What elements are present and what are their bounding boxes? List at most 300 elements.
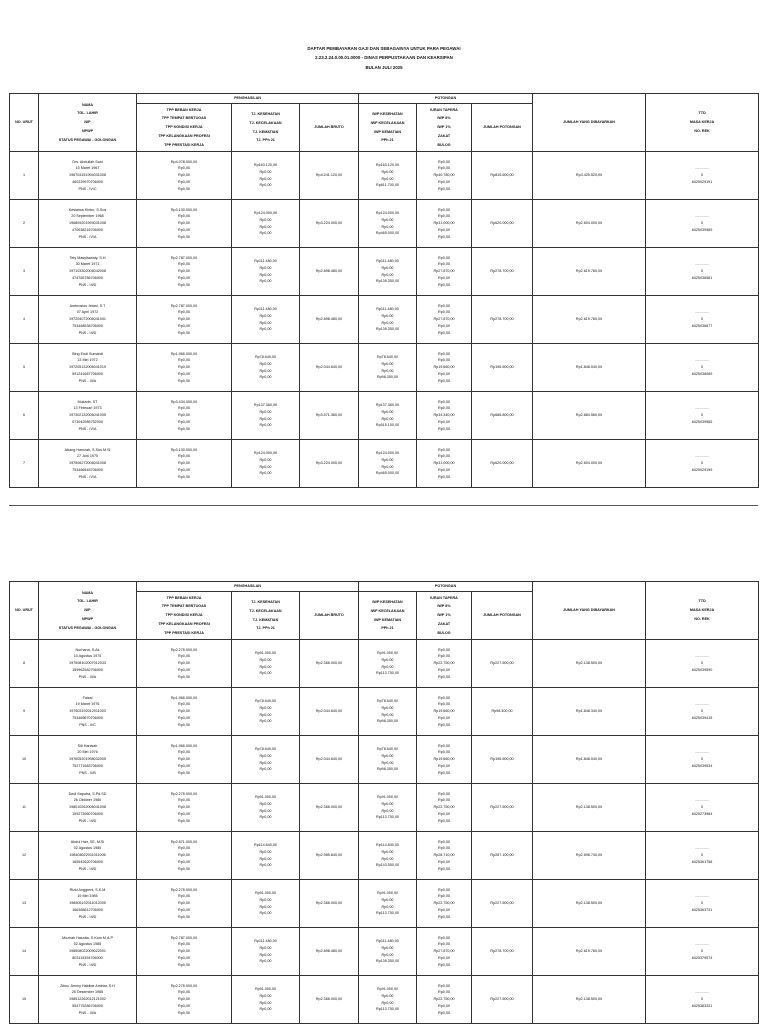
header-jumlah-potongan [472, 592, 533, 640]
cell-iwp [359, 640, 417, 688]
tpp-value: Rp0,00 [178, 949, 190, 954]
cell-ttd [646, 296, 759, 344]
header-group-row [10, 582, 759, 592]
tpp-value: Rp0,00 [178, 1010, 190, 1015]
employee-info: PNS - IV/A [78, 234, 97, 239]
dibayarkan-value: Rp2.138.500,00 [575, 805, 603, 810]
tunjangan-value: Rp0,00 [259, 808, 272, 813]
col-penghasilan: PENGHASILAN [234, 584, 261, 589]
cell-no [10, 344, 39, 392]
cell-tunjangan [232, 248, 300, 296]
tpp-value: Rp0,00 [178, 378, 190, 383]
header-dibayarkan [533, 94, 646, 152]
iuran-value: Rp0,00 [438, 454, 450, 459]
employee-info: 197103302006042008 [69, 269, 106, 274]
tunjangan-value: Rp0,00 [259, 863, 272, 868]
row-number: 8 [22, 661, 26, 666]
tunjangan-value: Rp91.000,00 [254, 987, 277, 992]
tunjangan-value: Rp0,00 [259, 959, 272, 964]
cell-ttd [646, 440, 759, 488]
iwp-value: Rp98.300,00 [376, 375, 399, 380]
cell-iuran [417, 344, 472, 392]
document-subtitle: 2.23.2.24.0.00.01.0000 - DINAS PERPUSTAKAAN DAN KEARSIPAN [315, 55, 453, 60]
cell-tunjangan [232, 440, 300, 488]
cell-tunjangan [232, 640, 300, 688]
iwp-value: Rp0,00 [381, 904, 394, 909]
cell-iuran [417, 296, 472, 344]
tpp-value: Rp0,00 [178, 805, 190, 810]
iwp-value: Rp0,00 [381, 664, 394, 669]
col-identity-label: NPWP [81, 128, 94, 133]
tunjangan-value: Rp0,00 [259, 1007, 272, 1012]
iwp-value: Rp0,00 [381, 176, 394, 181]
header-identity [39, 94, 137, 152]
iuran-value: Rp0,00 [438, 983, 450, 988]
iwp-value: Rp124.000,00 [375, 451, 400, 456]
employee-info: 13 Februari 1973 [73, 406, 102, 411]
col-tpp-label: TPP BEBAN KERJA [166, 595, 202, 600]
iuran-value: Rp27.870,00 [433, 317, 455, 322]
tpp-value: Rp2.871.000,00 [170, 839, 198, 844]
cell-tpp [137, 640, 232, 688]
ttd-value: .............. [694, 894, 710, 899]
employee-info: PNS - III/A [78, 674, 97, 679]
tpp-value: Rp0,00 [178, 798, 190, 803]
ttd-value: 0 [701, 221, 704, 226]
iuran-value: Rp40.780,00 [433, 173, 455, 178]
cell-bruto [300, 392, 359, 440]
cell-iwp [359, 832, 417, 880]
cell-identity [39, 640, 137, 688]
cell-no [10, 832, 39, 880]
tunjangan-value: Rp0,00 [259, 993, 272, 998]
iwp-value: Rp0,00 [381, 409, 394, 414]
employee-info: 166368612706000 [72, 907, 103, 912]
cell-jumlah-potongan [472, 200, 533, 248]
tunjangan-value: Rp0,00 [259, 368, 272, 373]
iwp-value: Rp0,00 [381, 801, 394, 806]
ttd-value: .............. [694, 702, 710, 707]
ttd-value: 6025036677 [691, 323, 713, 328]
header-iwp [359, 104, 417, 152]
ttd-value: 6025038089 [691, 371, 713, 376]
iuran-value: Rp0,00 [438, 894, 450, 899]
col-potongan: POTONGAN [434, 584, 457, 589]
cell-ttd [646, 736, 759, 784]
cell-tunjangan [232, 296, 300, 344]
iwp-value: Rp111.480,00 [376, 307, 399, 312]
col-identity-label: NAMA [81, 102, 94, 107]
cell-bruto [300, 640, 359, 688]
header-tpp [137, 104, 232, 152]
iwp-value: Rp91.000,00 [376, 651, 399, 656]
iwp-value: Rp0,00 [381, 272, 394, 277]
cell-ttd [646, 248, 759, 296]
iwp-value: Rp0,00 [381, 760, 394, 765]
iuran-value: Rp0,00 [438, 866, 450, 871]
employee-info: 02 Agustus 1985 [73, 942, 102, 947]
header-jumlah-potongan [472, 104, 533, 152]
iwp-value: Rp0,00 [381, 856, 394, 861]
cell-jumlah-potongan [472, 976, 533, 1024]
iuran-value: Rp0,00 [438, 839, 450, 844]
iuran-value: Rp0,00 [438, 303, 450, 308]
header-bruto [300, 104, 359, 152]
employee-info: Abang Hamzah, S.Sos.M.Si [64, 447, 111, 452]
iuran-value: Rp0,00 [438, 467, 450, 472]
ttd-value: .............. [694, 942, 710, 947]
iuran-value: Rp27.870,00 [433, 949, 455, 954]
cell-ttd [646, 928, 759, 976]
row-number: 14 [21, 949, 27, 954]
bruto-value: Rp2.366.000,00 [315, 805, 343, 810]
iuran-value: Rp22.750,00 [433, 997, 455, 1002]
page-separator [9, 505, 758, 506]
table-row [10, 152, 759, 200]
tunjangan-value: Rp0,00 [259, 671, 272, 676]
tpp-value: Rp0,00 [178, 955, 190, 960]
cell-tpp [137, 392, 232, 440]
table-row [10, 736, 759, 784]
tunjangan-value: Rp0,00 [259, 664, 272, 669]
col-identity-label: NIP [84, 608, 91, 613]
iuran-value: Rp0,00 [438, 399, 450, 404]
employee-info: Drs. Abdullah Sani [72, 159, 103, 164]
tpp-value: Rp0,00 [178, 310, 190, 315]
iwp-value: Rp465.000,00 [375, 471, 400, 476]
tunjangan-value: Rp78.640,00 [254, 355, 277, 360]
cell-tpp [137, 736, 232, 784]
iuran-value: Rp0,00 [438, 1003, 450, 1008]
iuran-value: Rp0,00 [438, 846, 450, 851]
cell-jumlah-potongan [472, 440, 533, 488]
tpp-value: Rp0,00 [178, 901, 190, 906]
tpp-value: Rp0,00 [178, 413, 190, 418]
tpp-value: Rp0,00 [178, 317, 190, 322]
col-tpp-label: TPP BEBAN KERJA [166, 107, 202, 112]
tunjangan-value: Rp124.000,00 [253, 211, 278, 216]
iwp-value: Rp0,00 [381, 169, 394, 174]
potongan-value: Rp196.600,00 [490, 365, 514, 370]
iuran-value: Rp0,00 [438, 282, 450, 287]
cell-jumlah-potongan [472, 640, 533, 688]
cell-jumlah-potongan [472, 688, 533, 736]
cell-identity [39, 832, 137, 880]
cell-dibayarkan [533, 152, 646, 200]
tpp-value: Rp0,00 [178, 894, 190, 899]
iuran-value: Rp0,00 [438, 914, 450, 919]
tunjangan-value: Rp0,00 [259, 712, 272, 717]
employee-info: 197603192012011003 [69, 709, 106, 714]
header-identity [39, 582, 137, 640]
tpp-value: Rp3.100.000,00 [170, 207, 198, 212]
tpp-value: Rp0,00 [178, 179, 190, 184]
ttd-value: 6025361758 [691, 859, 713, 864]
col-identity-label: TGL. LAHIR [77, 599, 98, 604]
header-ttd [646, 582, 759, 640]
ttd-value: .............. [694, 846, 710, 851]
iuran-value: Rp0,00 [438, 654, 450, 659]
row-number: 11 [22, 805, 26, 810]
tunjangan-value: Rp0,00 [259, 471, 272, 476]
col-tpp-label: TPP KONDISI KERJA [165, 125, 203, 130]
iwp-value: Rp0,00 [381, 416, 394, 421]
employee-info: 26 Desember 1985 [71, 990, 104, 995]
iuran-value: Rp0,00 [438, 770, 450, 775]
ttd-value: 0 [701, 461, 704, 466]
header-potongan [359, 94, 533, 104]
col-iuran-label: ZAKAT [437, 621, 451, 626]
tunjangan-value: Rp111.480,00 [254, 307, 277, 312]
cell-no [10, 928, 39, 976]
iuran-value: Rp0,00 [438, 743, 450, 748]
col-identity-label: STATUS PEGAWAI - GOLONGAN [58, 625, 117, 630]
iuran-value: Rp0,00 [438, 186, 450, 191]
col-ttd-label: NO. REK [694, 616, 710, 621]
potongan-value: Rp815.600,00 [490, 173, 514, 178]
employee-info: 197302132006041005 [69, 413, 106, 418]
cell-bruto [300, 688, 359, 736]
tpp-value: Rp2.787.000,00 [170, 255, 198, 260]
cell-bruto [300, 152, 359, 200]
col-ttd-label: MASA KERJA [689, 120, 715, 125]
iwp-value: Rp163.120,00 [375, 163, 400, 168]
employee-info: 02 Agustus 1985 [73, 846, 102, 851]
cell-iwp [359, 344, 417, 392]
ttd-value: 0 [701, 709, 704, 714]
ttd-value: 0 [701, 317, 704, 322]
employee-info: 197204072006041001 [69, 317, 106, 322]
potongan-value: Rp196.600,00 [490, 757, 514, 762]
tunjangan-value: Rp0,00 [259, 279, 272, 284]
tunjangan-value: Rp0,00 [259, 911, 272, 916]
iuran-value: Rp0,00 [438, 990, 450, 995]
tunjangan-value: Rp0,00 [259, 375, 272, 380]
cell-tpp [137, 152, 232, 200]
cell-iwp [359, 296, 417, 344]
iuran-value: Rp0,00 [438, 323, 450, 328]
employee-info: PNS - III/A [78, 1010, 97, 1015]
iuran-value: Rp34.340,00 [433, 413, 455, 418]
cell-iuran [417, 152, 472, 200]
tpp-value: Rp0,00 [178, 330, 190, 335]
employee-info: 159962582706000 [72, 667, 103, 672]
employee-info: PNS - IV/A [78, 426, 97, 431]
cell-tpp [137, 928, 232, 976]
col-jumlah-potongan: JUMLAH POTONGAN [483, 613, 521, 618]
cell-bruto [300, 976, 359, 1024]
cell-ttd [646, 152, 759, 200]
row-number: 4 [22, 317, 26, 322]
iuran-value: Rp0,00 [438, 667, 450, 672]
ttd-value: .............. [694, 262, 710, 267]
cell-no [10, 976, 39, 1024]
col-iuran-label: BULOG [437, 142, 451, 147]
ttd-value: 6025039534 [691, 763, 713, 768]
cell-tunjangan [232, 880, 300, 928]
tunjangan-value: Rp0,00 [259, 657, 272, 662]
row-number: 10 [21, 757, 27, 762]
tunjangan-value: Rp0,00 [259, 265, 272, 270]
cell-ttd [646, 344, 759, 392]
cell-identity [39, 248, 137, 296]
iuran-value: Rp0,00 [438, 371, 450, 376]
iwp-value: Rp0,00 [381, 320, 394, 325]
iuran-value: Rp0,00 [438, 275, 450, 280]
col-identity-label: NIP [84, 120, 91, 125]
col-iuran-label: IWP 1% [437, 613, 451, 618]
dibayarkan-value: Rp1.848.040,00 [575, 365, 603, 370]
iwp-value: Rp91.000,00 [376, 795, 399, 800]
iuran-value: Rp31.000,00 [433, 461, 455, 466]
cell-iuran [417, 928, 472, 976]
tunjangan-value: Rp111.480,00 [254, 259, 277, 264]
tpp-value: Rp0,00 [178, 997, 190, 1002]
employee-info: 803119394706000 [72, 955, 103, 960]
header-no-urut [10, 582, 39, 640]
iuran-value: Rp0,00 [438, 935, 450, 940]
iwp-value: Rp113.750,00 [376, 1007, 399, 1012]
tpp-value: Rp0,00 [178, 1003, 190, 1008]
cell-bruto [300, 248, 359, 296]
tpp-value: Rp0,00 [178, 186, 190, 191]
col-tpp-label: TPP KELANGKAAN PROFESI [158, 621, 210, 626]
employee-info: 073042985752000 [72, 419, 103, 424]
cell-tpp [137, 832, 232, 880]
payroll-table-page-2 [9, 581, 759, 1024]
dibayarkan-value: Rp1.848.340,00 [575, 709, 603, 714]
cell-iuran [417, 976, 472, 1024]
iuran-value: Rp0,00 [438, 159, 450, 164]
col-iwp-label: IWP KESEHATAN [372, 112, 403, 117]
cell-iuran [417, 392, 472, 440]
potongan-value: Rp227.500,00 [490, 901, 514, 906]
cell-bruto [300, 832, 359, 880]
header-dibayarkan [533, 582, 646, 640]
cell-bruto [300, 440, 359, 488]
row-number: 9 [22, 709, 26, 714]
table-row [10, 440, 759, 488]
cell-dibayarkan [533, 784, 646, 832]
iwp-value: Rp0,00 [381, 945, 394, 950]
iuran-value: Rp0,00 [438, 942, 450, 947]
employee-info: PNS - II/C [79, 722, 96, 727]
iwp-value: Rp0,00 [381, 849, 394, 854]
cell-tpp [137, 784, 232, 832]
header-iwp [359, 592, 417, 640]
tpp-value: Rp0,00 [178, 846, 190, 851]
row-number: 7 [22, 461, 26, 466]
ttd-value: 6025029199 [691, 467, 713, 472]
ttd-value: 6025273984 [691, 811, 713, 816]
cell-no [10, 392, 39, 440]
iwp-value: Rp139.350,00 [375, 959, 400, 964]
iwp-value: Rp515.100,00 [375, 423, 400, 428]
cell-identity [39, 784, 137, 832]
bruto-value: Rp2.898.480,00 [315, 317, 343, 322]
cell-tpp [137, 440, 232, 488]
tunjangan-value: Rp91.000,00 [254, 651, 277, 656]
iwp-value: Rp114.840,00 [376, 843, 399, 848]
employee-info: 474765786706000 [72, 275, 103, 280]
header-group-row [10, 94, 759, 104]
iuran-value: Rp0,00 [438, 207, 450, 212]
cell-no [10, 248, 39, 296]
tpp-value: Rp0,00 [178, 811, 190, 816]
tunjangan-value: Rp78.640,00 [254, 699, 277, 704]
cell-jumlah-potongan [472, 784, 533, 832]
cell-dibayarkan [533, 928, 646, 976]
tunjangan-value: Rp0,00 [259, 705, 272, 710]
employee-info: PNS - III/D [78, 330, 97, 335]
header-potongan [359, 582, 533, 592]
iwp-value: Rp465.000,00 [375, 231, 400, 236]
tunjangan-value: Rp0,00 [259, 361, 272, 366]
cell-dibayarkan [533, 736, 646, 784]
iwp-value: Rp0,00 [381, 952, 394, 957]
tpp-value: Rp0,00 [178, 426, 190, 431]
ttd-value: 0 [701, 949, 704, 954]
row-number: 12 [21, 853, 27, 858]
col-no-urut: NO. URUT [15, 120, 33, 125]
tpp-value: Rp0,00 [178, 221, 190, 226]
tunjangan-value: Rp91.000,00 [254, 891, 277, 896]
ttd-value: 6025039415 [691, 715, 713, 720]
ttd-value: .............. [694, 654, 710, 659]
iwp-value: Rp137.360,00 [375, 403, 400, 408]
tunjangan-value: Rp0,00 [259, 767, 272, 772]
ttd-value: 0 [701, 997, 704, 1002]
tunjangan-value: Rp111.480,00 [254, 939, 277, 944]
cell-iwp [359, 928, 417, 976]
employee-info: Nurhana, S.Ak [75, 647, 100, 652]
ttd-value: 0 [701, 901, 704, 906]
employee-info: 196703151994031008 [69, 173, 106, 178]
header-penghasilan [137, 582, 359, 592]
cell-iwp [359, 248, 417, 296]
cell-jumlah-potongan [472, 248, 533, 296]
col-tpp-label: TPP TEMPAT BERTUGAS [161, 116, 207, 121]
ttd-value: 0 [701, 661, 704, 666]
cell-jumlah-potongan [472, 392, 533, 440]
cell-tunjangan [232, 832, 300, 880]
col-tunjangan-label: TJ. PPh 21 [256, 138, 275, 143]
cell-ttd [646, 640, 759, 688]
col-tunjangan-label: TJ. KEMATIAN [252, 617, 279, 622]
bruto-value: Rp3.571.360,00 [315, 413, 343, 418]
dibayarkan-value: Rp3.425.520,00 [575, 173, 603, 178]
cell-no [10, 784, 39, 832]
dibayarkan-value: Rp2.604.000,00 [575, 221, 603, 226]
employee-info: 198512262012121002 [69, 997, 106, 1002]
tpp-value: Rp0,00 [178, 358, 190, 363]
ttd-value: 6025039590 [691, 667, 713, 672]
employee-info: Bing Endi Sumardi [72, 351, 103, 356]
tpp-value: Rp0,00 [178, 406, 190, 411]
tunjangan-value: Rp0,00 [259, 169, 272, 174]
cell-bruto [300, 736, 359, 784]
cell-tpp [137, 248, 232, 296]
cell-iuran [417, 784, 472, 832]
ttd-value: 0 [701, 413, 704, 418]
employee-info: Kesianus Kinbo, S.Sos [68, 207, 107, 212]
col-iwp-label: IWP KEMATIAN [373, 129, 402, 134]
tpp-value: Rp0,00 [178, 166, 190, 171]
cell-iuran [417, 880, 472, 928]
cell-iwp [359, 736, 417, 784]
cell-jumlah-potongan [472, 344, 533, 392]
tunjangan-value: Rp0,00 [259, 320, 272, 325]
